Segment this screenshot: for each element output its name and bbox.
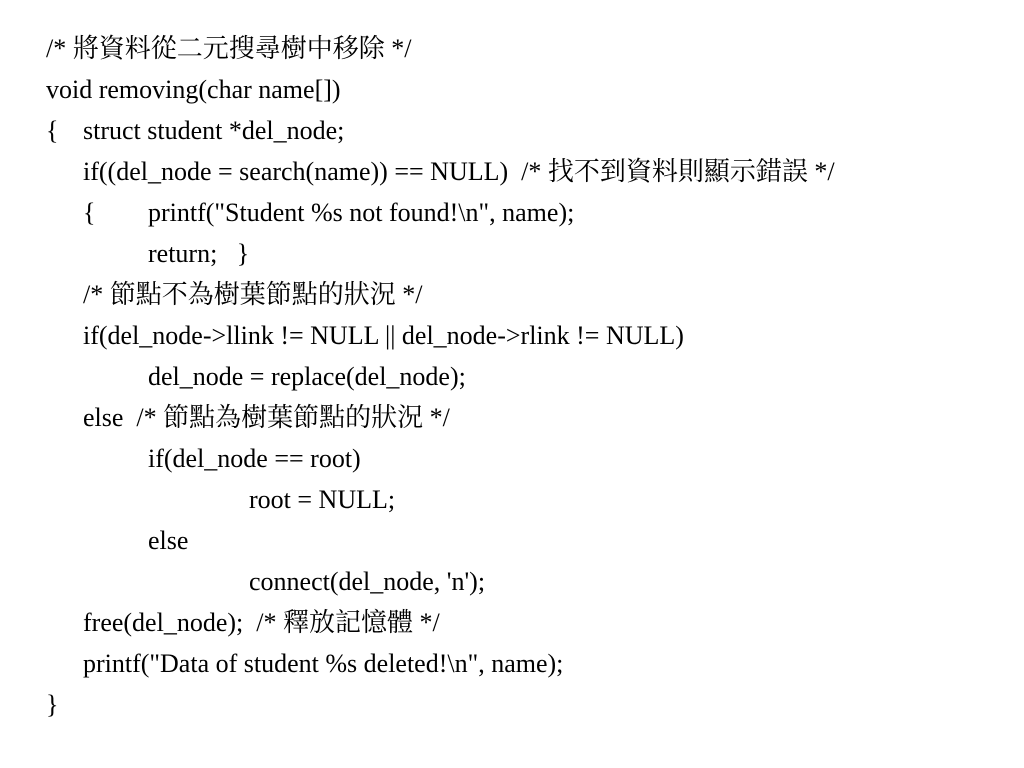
code-if-root: if(del_node == root) [148,444,361,473]
code-if-has-children: if(del_node->llink != NULL || del_node->rlink != NULL) [83,321,684,350]
code-connect-call: connect(del_node, 'n'); [249,567,486,596]
code-function-signature: void removing(char name[]) [46,75,341,104]
code-else: else [148,526,189,555]
code-close-brace: } [46,690,59,719]
code-search-check: if((del_node = search(name)) == NULL) /* 找不到資料則顯示錯誤 */ [83,157,835,186]
code-inner-open-brace: { [83,198,96,227]
code-free-node: free(del_node); /* 釋放記憶體 */ [83,608,440,637]
code-printf-not-found: printf("Student %s not found!\n", name); [148,198,575,227]
code-comment-non-leaf: /* 節點不為樹葉節點的狀況 */ [83,280,423,309]
code-root-null: root = NULL; [249,485,396,514]
code-return: return; } [148,239,250,268]
code-else-leaf: else /* 節點為樹葉節點的狀況 */ [83,403,450,432]
code-replace-call: del_node = replace(del_node); [148,362,466,391]
code-comment-remove-from-bst: /* 將資料從二元搜尋樹中移除 */ [46,34,412,63]
code-declare-del-node: struct student *del_node; [83,116,345,145]
code-open-brace: { [46,116,59,145]
code-printf-deleted: printf("Data of student %s deleted!\n", name); [83,649,564,678]
